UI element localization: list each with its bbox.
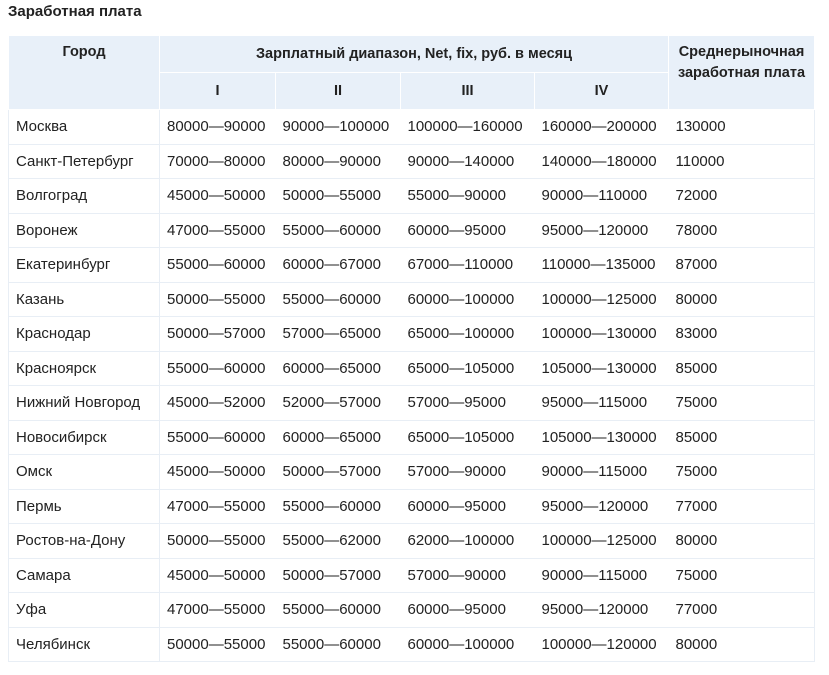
- grade-3-cell: 60000—100000: [401, 627, 535, 662]
- grade-3-cell: 57000—90000: [401, 558, 535, 593]
- average-salary-cell: 75000: [669, 386, 815, 421]
- grade-3-cell: 60000—95000: [401, 593, 535, 628]
- grade-4-cell: 100000—130000: [535, 317, 669, 352]
- grade-4-cell: 160000—200000: [535, 110, 669, 145]
- table-caption: Заработная плата: [8, 3, 142, 20]
- table-row: [9, 455, 815, 490]
- table-row: [9, 386, 815, 421]
- grade-4-cell: 90000—115000: [535, 455, 669, 490]
- table-row: [9, 213, 815, 248]
- grade-2-cell: 57000—65000: [276, 317, 401, 352]
- grade-1-cell: 50000—55000: [160, 627, 276, 662]
- grade-4-cell: 105000—130000: [535, 420, 669, 455]
- city-cell: Санкт-Петербург: [9, 144, 160, 179]
- grade-1-cell: 45000—50000: [160, 455, 276, 490]
- grade-1-cell: 80000—90000: [160, 110, 276, 145]
- table-row: [9, 351, 815, 386]
- table-row: [9, 489, 815, 524]
- grade-4-cell: 95000—120000: [535, 489, 669, 524]
- grade-1-cell: 45000—52000: [160, 386, 276, 421]
- grade-4-cell: 100000—125000: [535, 524, 669, 559]
- header-grade-1: I: [160, 73, 276, 110]
- city-cell: Москва: [9, 110, 160, 145]
- grade-1-cell: 45000—50000: [160, 558, 276, 593]
- grade-3-cell: 62000—100000: [401, 524, 535, 559]
- average-salary-cell: 80000: [669, 627, 815, 662]
- city-cell: Казань: [9, 282, 160, 317]
- grade-2-cell: 52000—57000: [276, 386, 401, 421]
- grade-4-cell: 100000—120000: [535, 627, 669, 662]
- grade-3-cell: 60000—95000: [401, 489, 535, 524]
- city-cell: Уфа: [9, 593, 160, 628]
- grade-2-cell: 50000—55000: [276, 179, 401, 214]
- grade-1-cell: 50000—57000: [160, 317, 276, 352]
- grade-2-cell: 80000—90000: [276, 144, 401, 179]
- city-cell: Самара: [9, 558, 160, 593]
- grade-2-cell: 55000—60000: [276, 593, 401, 628]
- header-grade-2: II: [276, 73, 401, 110]
- grade-2-cell: 50000—57000: [276, 558, 401, 593]
- grade-2-cell: 55000—60000: [276, 282, 401, 317]
- header-grade-3: III: [401, 73, 535, 110]
- grade-2-cell: 50000—57000: [276, 455, 401, 490]
- grade-1-cell: 70000—80000: [160, 144, 276, 179]
- grade-4-cell: 90000—115000: [535, 558, 669, 593]
- header-city: Город: [9, 36, 160, 110]
- city-cell: Красноярск: [9, 351, 160, 386]
- average-salary-cell: 130000: [669, 110, 815, 145]
- average-salary-cell: 77000: [669, 489, 815, 524]
- grade-3-cell: 100000—160000: [401, 110, 535, 145]
- city-cell: Омск: [9, 455, 160, 490]
- average-salary-cell: 77000: [669, 593, 815, 628]
- grade-2-cell: 60000—65000: [276, 351, 401, 386]
- city-cell: Пермь: [9, 489, 160, 524]
- grade-2-cell: 55000—62000: [276, 524, 401, 559]
- average-salary-cell: 85000: [669, 351, 815, 386]
- city-cell: Новосибирск: [9, 420, 160, 455]
- city-cell: Челябинск: [9, 627, 160, 662]
- grade-3-cell: 55000—90000: [401, 179, 535, 214]
- grade-3-cell: 57000—95000: [401, 386, 535, 421]
- grade-4-cell: 140000—180000: [535, 144, 669, 179]
- average-salary-cell: 85000: [669, 420, 815, 455]
- average-salary-cell: 110000: [669, 144, 815, 179]
- grade-3-cell: 65000—105000: [401, 351, 535, 386]
- average-salary-cell: 87000: [669, 248, 815, 283]
- grade-1-cell: 55000—60000: [160, 351, 276, 386]
- grade-3-cell: 90000—140000: [401, 144, 535, 179]
- grade-3-cell: 65000—105000: [401, 420, 535, 455]
- city-cell: Краснодар: [9, 317, 160, 352]
- grade-4-cell: 100000—125000: [535, 282, 669, 317]
- header-grade-4: IV: [535, 73, 669, 110]
- grade-3-cell: 60000—95000: [401, 213, 535, 248]
- table-row: [9, 420, 815, 455]
- grade-4-cell: 105000—130000: [535, 351, 669, 386]
- average-salary-cell: 75000: [669, 455, 815, 490]
- grade-4-cell: 95000—120000: [535, 213, 669, 248]
- city-cell: Ростов-на-Дону: [9, 524, 160, 559]
- grade-1-cell: 45000—50000: [160, 179, 276, 214]
- grade-1-cell: 55000—60000: [160, 420, 276, 455]
- table-row: [9, 317, 815, 352]
- city-cell: Екатеринбург: [9, 248, 160, 283]
- table-row: [9, 179, 815, 214]
- table-row: [9, 248, 815, 283]
- average-salary-cell: 83000: [669, 317, 815, 352]
- table-row: [9, 558, 815, 593]
- grade-1-cell: 50000—55000: [160, 524, 276, 559]
- grade-2-cell: 90000—100000: [276, 110, 401, 145]
- grade-4-cell: 90000—110000: [535, 179, 669, 214]
- average-salary-cell: 75000: [669, 558, 815, 593]
- grade-1-cell: 47000—55000: [160, 489, 276, 524]
- grade-3-cell: 67000—110000: [401, 248, 535, 283]
- city-cell: Воронеж: [9, 213, 160, 248]
- grade-4-cell: 95000—120000: [535, 593, 669, 628]
- table-row: [9, 144, 815, 179]
- grade-2-cell: 55000—60000: [276, 627, 401, 662]
- average-salary-cell: 80000: [669, 282, 815, 317]
- average-salary-cell: 78000: [669, 213, 815, 248]
- grade-3-cell: 60000—100000: [401, 282, 535, 317]
- table-header: [9, 36, 815, 110]
- grade-2-cell: 55000—60000: [276, 489, 401, 524]
- grade-4-cell: 95000—115000: [535, 386, 669, 421]
- city-cell: Нижний Новгород: [9, 386, 160, 421]
- header-average-salary: Среднерыночная заработная плата: [669, 36, 815, 110]
- salary-table: [8, 35, 815, 662]
- average-salary-cell: 80000: [669, 524, 815, 559]
- grade-4-cell: 110000—135000: [535, 248, 669, 283]
- table-row: [9, 524, 815, 559]
- table-row: [9, 110, 815, 145]
- table-row: [9, 593, 815, 628]
- table-row: [9, 282, 815, 317]
- grade-2-cell: 60000—65000: [276, 420, 401, 455]
- grade-3-cell: 65000—100000: [401, 317, 535, 352]
- table-body: [9, 110, 815, 662]
- grade-1-cell: 47000—55000: [160, 593, 276, 628]
- grade-1-cell: 50000—55000: [160, 282, 276, 317]
- table-row: [9, 627, 815, 662]
- grade-2-cell: 55000—60000: [276, 213, 401, 248]
- city-cell: Волгоград: [9, 179, 160, 214]
- average-salary-cell: 72000: [669, 179, 815, 214]
- grade-3-cell: 57000—90000: [401, 455, 535, 490]
- grade-1-cell: 47000—55000: [160, 213, 276, 248]
- grade-1-cell: 55000—60000: [160, 248, 276, 283]
- grade-2-cell: 60000—67000: [276, 248, 401, 283]
- header-salary-range: Зарплатный диапазон, Net, fix, руб. в месяц: [160, 36, 669, 73]
